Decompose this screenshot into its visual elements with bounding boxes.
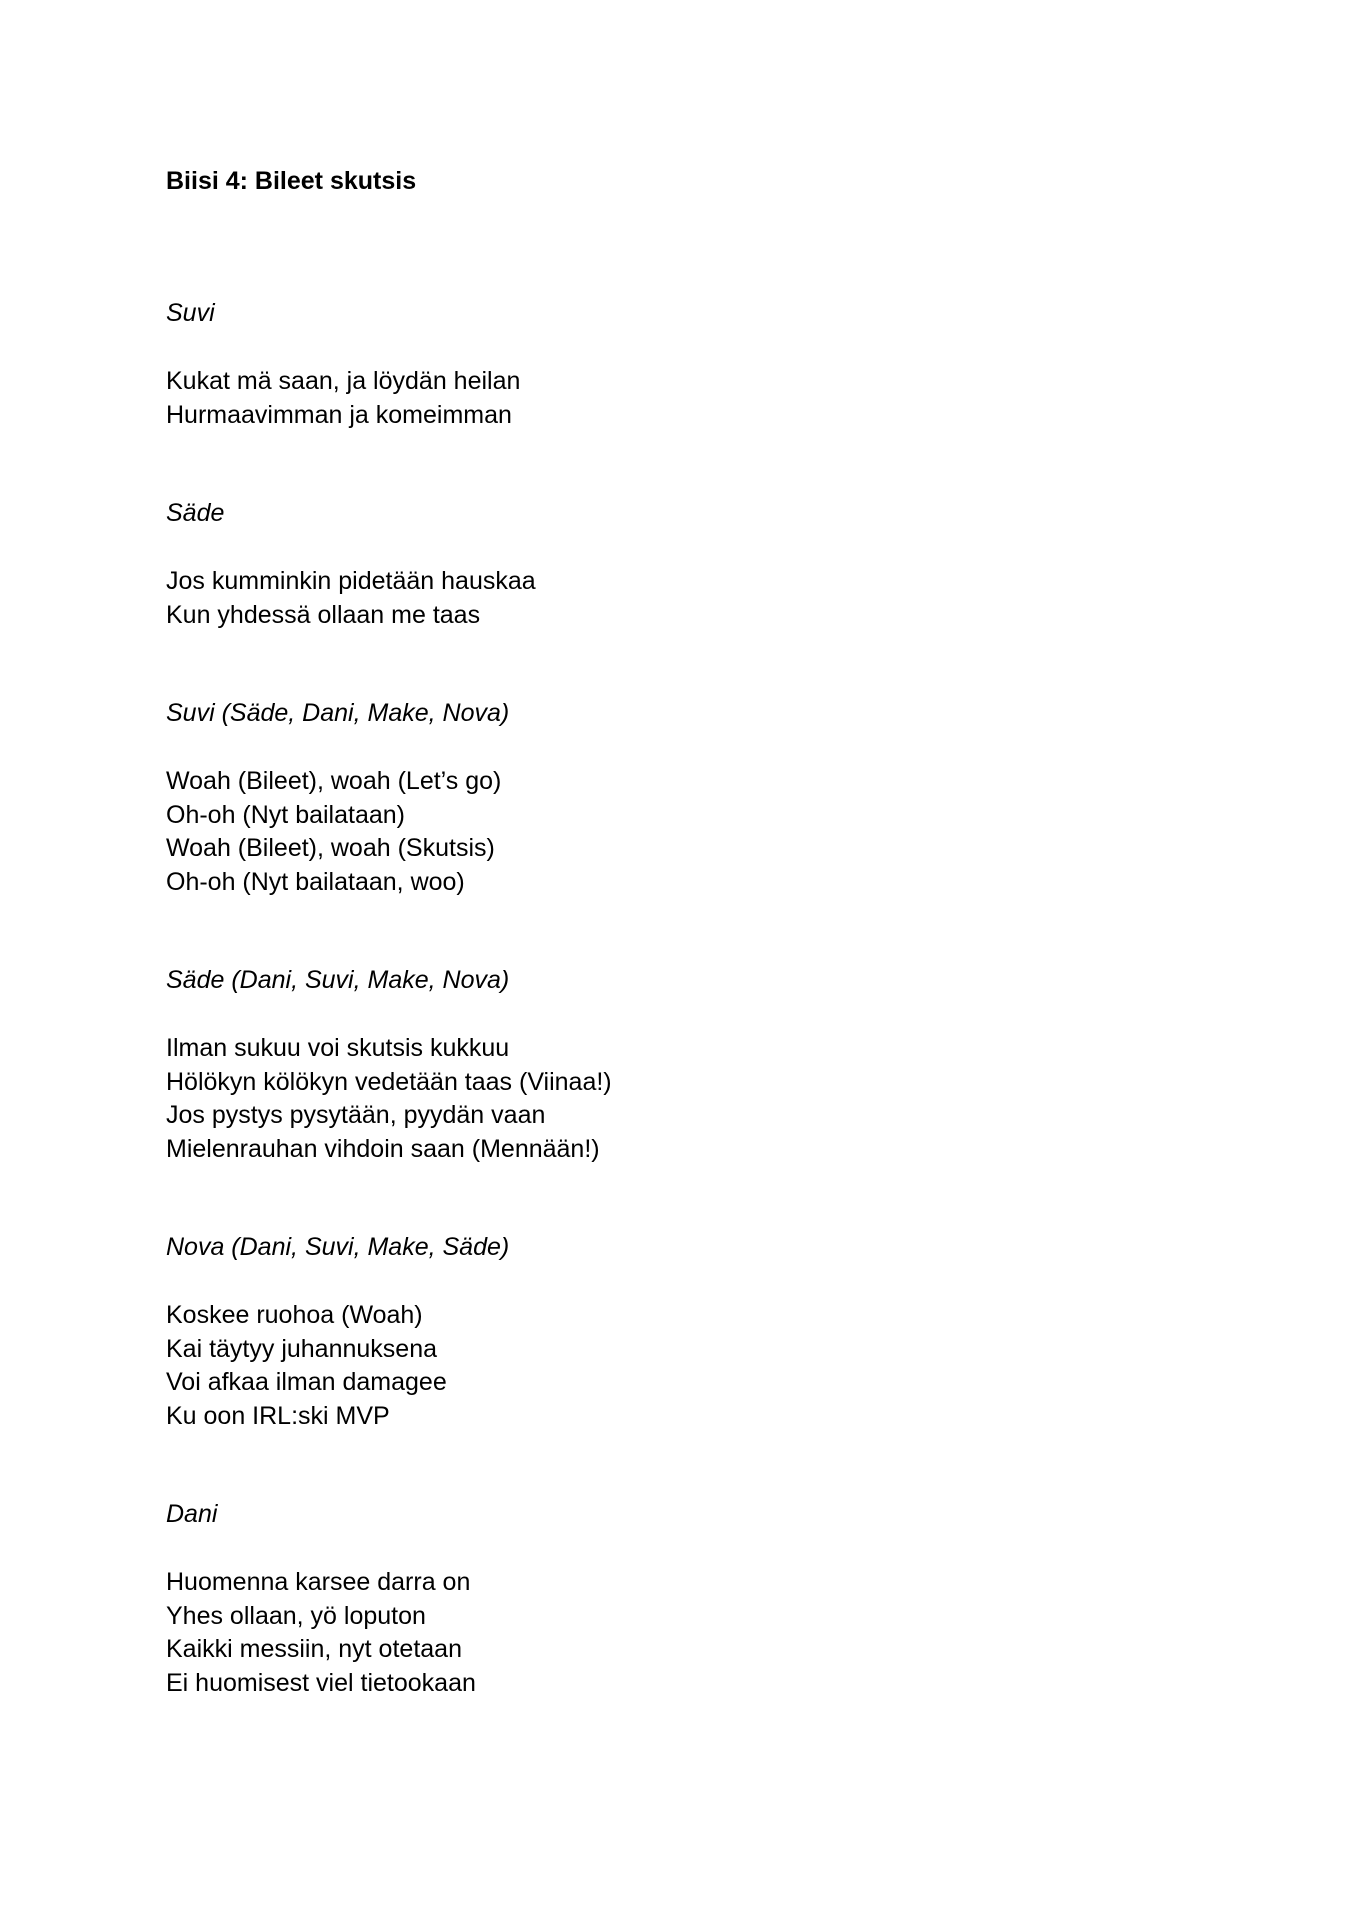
lyric-lines (166, 1032, 1166, 1166)
speaker-label: Nova (Dani, Suvi, Make, Säde) (166, 1233, 510, 1261)
verse-section (166, 1232, 1166, 1433)
verse-section (166, 698, 1166, 899)
lyric-line: Yhes ollaan, yö loputon (166, 1601, 426, 1630)
lyric-line: Huomenna karsee darra on (166, 1568, 471, 1596)
lyric-line: Oh-oh (Nyt bailataan, woo) (166, 867, 465, 896)
lyric-lines (166, 565, 1166, 632)
verse-section (166, 1499, 1166, 1700)
lyric-line: Ei huomisest viel tietookaan (166, 1668, 476, 1697)
lyric-line: Koskee ruohoa (Woah) (166, 1301, 423, 1329)
lyric-line: Ku oon IRL:ski MVP (166, 1401, 390, 1430)
lyric-line: Ilman sukuu voi skutsis kukkuu (166, 1034, 510, 1062)
lyric-line: Mielenrauhan vihdoin saan (Mennään!) (166, 1134, 600, 1163)
speaker-label: Suvi (Säde, Dani, Make, Nova) (166, 699, 510, 727)
lyric-line: Kai täytyy juhannuksena (166, 1334, 438, 1363)
speaker-label: Suvi (166, 299, 215, 327)
lyric-line: Hurmaavimman ja komeimman (166, 400, 512, 429)
speaker-label: Dani (166, 1500, 218, 1528)
lyric-line: Woah (Bileet), woah (Let’s go) (166, 767, 502, 795)
lyric-line: Woah (Bileet), woah (Skutsis) (166, 834, 495, 862)
lyric-line: Kun yhdessä ollaan me taas (166, 600, 481, 629)
verse-section (166, 965, 1166, 1166)
lyric-line: Kukat mä saan, ja löydän heilan (166, 367, 521, 395)
lyric-lines (166, 365, 1166, 432)
lyric-lines (166, 765, 1166, 899)
verse-section (166, 298, 1166, 432)
lyric-line: Kaikki messiin, nyt otetaan (166, 1635, 462, 1663)
lyric-line: Jos kumminkin pidetään hauskaa (166, 567, 536, 595)
lyric-line: Voi afkaa ilman damagee (166, 1368, 447, 1396)
speaker-label: Säde (Dani, Suvi, Make, Nova) (166, 966, 510, 994)
verse-section (166, 498, 1166, 632)
speaker-label: Säde (166, 499, 225, 527)
lyric-line: Jos pystys pysytään, pyydän vaan (166, 1101, 546, 1129)
lyric-line: Oh-oh (Nyt bailataan) (166, 800, 406, 829)
lyric-line: Hölökyn kölökyn vedetään taas (Viinaa!) (166, 1067, 612, 1096)
song-title: Biisi 4: Bileet skutsis (166, 167, 417, 195)
lyric-lines (166, 1299, 1166, 1433)
lyric-lines (166, 1566, 1166, 1700)
